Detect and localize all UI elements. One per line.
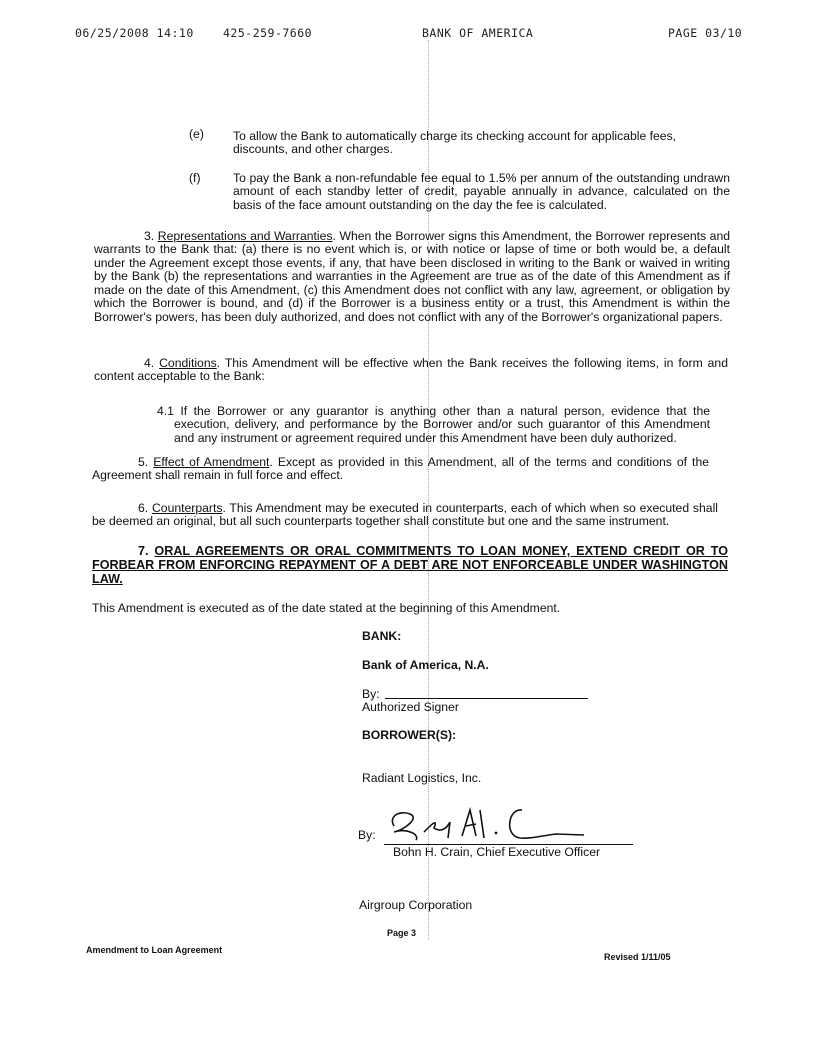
section-3-number: 3. xyxy=(144,229,155,243)
borrower-1-name: Radiant Logistics, Inc. xyxy=(362,771,482,785)
section-5-text: . Except as provided in this Amendment, all of the terms and conditions of the Agreement shall remain in full force and effect. xyxy=(92,455,709,483)
bank-label: BANK: xyxy=(362,629,402,643)
item-f-text: To pay the Bank a non-refundable fee equal to 1.5% per annum of the outstanding undrawn amount of each standby letter of credit, payable annually in advance, calculated on the basis of the face amount outstanding on the day the fee is calculated. xyxy=(233,171,730,212)
section-6-heading: Counterparts xyxy=(151,501,223,515)
section-4-1-number: 4.1 xyxy=(157,404,174,418)
section-5-heading: Effect of Amendment xyxy=(153,455,270,469)
fax-phone: 425-259-7660 xyxy=(223,26,313,40)
section-6-text: . This Amendment may be executed in counterparts, each of which when so executed shall be deemed an original, but all such counterparts together shall constitute but one and the same instrument. xyxy=(92,501,718,529)
borrower-signer: Bohn H. Crain, Chief Executive Officer xyxy=(393,845,601,859)
section-5-number: 5. xyxy=(138,455,149,469)
item-f-marker: (f) xyxy=(189,171,201,185)
item-e-marker: (e) xyxy=(189,127,204,141)
bank-name: Bank of America, N.A. xyxy=(362,658,489,672)
footer-revision: Revised 1/11/05 xyxy=(604,952,671,962)
section-4-heading: Conditions xyxy=(159,356,217,370)
section-4-1 xyxy=(157,404,711,445)
item-e-text: To allow the Bank to automatically charge its checking account for applicable fees, discounts, and other charges. xyxy=(233,129,677,157)
handwritten-signature xyxy=(380,798,620,848)
fax-datetime: 06/25/2008 14:10 xyxy=(75,26,194,40)
fax-page-number: PAGE 03/10 xyxy=(668,26,743,40)
section-6 xyxy=(92,502,718,529)
section-3 xyxy=(94,230,730,324)
fax-bank-name: BANK OF AMERICA xyxy=(422,26,534,40)
section-7-text: ORAL AGREEMENTS OR ORAL COMMITMENTS TO LOAN MONEY, EXTEND CREDIT OR TO FORBEAR FROM ENFORCING REPAYMENT OF A DEBT ARE NOT ENFORCEABLE UNDER WASHINGTON LAW. xyxy=(92,544,728,586)
borrower-by-label: By: xyxy=(358,828,376,842)
section-3-heading: Representations and Warranties xyxy=(157,229,333,243)
bank-signature-line xyxy=(385,698,588,699)
footer-page-number: Page 3 xyxy=(387,928,417,938)
section-3-text: . When the Borrower signs this Amendment, the Borrower represents and warrants to the Bank that: (a) there is no event which is, or with notice or lapse of time or both would be, a default under the Agreement except those events, if any, that have been disclosed in writing to the Bank or waived in writing by the Bank (b) the representations and warranties in the Agreement are true as of the date of this Amendment as if made on the date of this Amendment, (c) this Amendment does not conflict with any law, agreement, or obligation by which the Borrower is bound, and (d) if the Borrower is a business entity or a trust, this Amendment is within the Borrower's powers, has been duly authorized, and does not conflict with any of the Borrower's organizational papers. xyxy=(94,229,731,324)
section-4-1-text: If the Borrower or any guarantor is anything other than a natural person, evidence that the execution, delivery, and performance by the Borrower and/or such guarantor of this Amendment and any instrument or agreement required under this Amendment have been duly authorized. xyxy=(174,404,711,445)
section-4 xyxy=(94,357,728,384)
footer-document-title: Amendment to Loan Agreement xyxy=(86,945,223,955)
authorized-signer: Authorized Signer xyxy=(362,700,459,714)
section-6-number: 6. xyxy=(138,501,149,515)
section-7 xyxy=(92,545,728,587)
borrowers-label: BORROWER(S): xyxy=(362,728,457,742)
borrower-2-name: Airgroup Corporation xyxy=(359,898,473,912)
section-5 xyxy=(92,456,709,483)
section-7-number: 7. xyxy=(138,544,149,558)
bank-by-label: By: xyxy=(362,687,380,701)
executed-statement: This Amendment is executed as of the date stated at the beginning of this Amendment. xyxy=(92,601,561,615)
section-4-number: 4. xyxy=(144,356,155,370)
section-4-text: . This Amendment will be effective when the Bank receives the following items, in form and content acceptable to the Bank: xyxy=(94,356,728,384)
